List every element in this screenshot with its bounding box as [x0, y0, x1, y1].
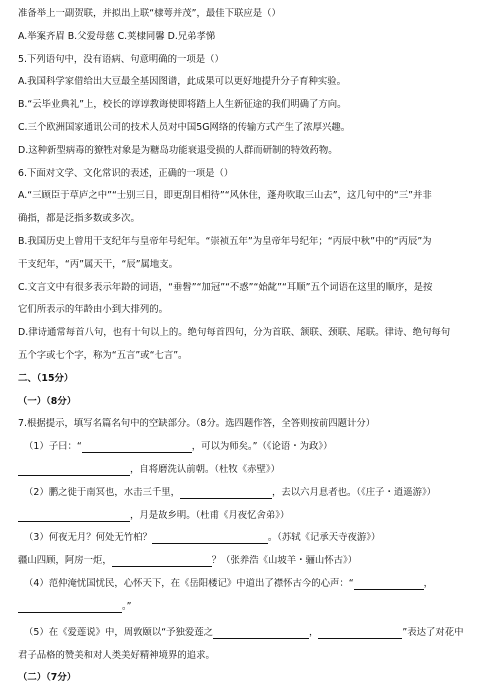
- q7-1-prefix: （1）子曰：“: [24, 441, 82, 453]
- text-line: A.我国科学家借给出大豆最全基因图谱，此成果可以更好地提升分子育种实验。: [18, 76, 346, 88]
- text-line: A.“三顾臣于草庐之中”“士别三日，即更刮目相待”“风休住，蓬舟吹取三山去”，这几句中的“三”并非: [18, 190, 432, 202]
- q7-item-3: [18, 532, 474, 544]
- q7-2-source: ，月是故乡明。（杜甫《月夜忆舍弟》）: [130, 509, 290, 521]
- answer-blank[interactable]: [18, 511, 130, 522]
- q7-3-suffix: 。（苏轼《记承天寺夜游》）: [267, 532, 381, 544]
- q7-2-suffix: ，去以六月息者也。（《庄子・逍遥游》）: [271, 486, 437, 498]
- q7-item-5: [18, 627, 474, 639]
- answer-blank[interactable]: [18, 602, 122, 613]
- answer-blank[interactable]: [112, 556, 212, 567]
- q7-4-comma: ，: [423, 577, 433, 589]
- answer-blank[interactable]: [152, 533, 268, 544]
- q7-3-prefix: （3）何夜无月？何处无竹柏？: [24, 532, 152, 544]
- question-7-intro: 7.根据提示，填写名篇名句中的空缺部分。（8分。选四题作答，全答则按前四题计分）: [18, 418, 376, 430]
- q7-3-prefix-2: 疆山四顾，阿房一炬，: [18, 555, 112, 567]
- q7-2-prefix: （2）鹏之徙于南冥也，水击三千里，: [24, 486, 180, 498]
- answer-blank[interactable]: [213, 628, 309, 639]
- answer-blank[interactable]: [180, 488, 272, 499]
- text-line: 6.下面对文学、文化常识的表述，正确的一项是（）: [18, 167, 234, 179]
- text-line: 准备举上一副贺联，并拟出上联“棣萼并茂”，最佳下联应是（）: [18, 8, 281, 19]
- q7-item-2-cont: [18, 510, 474, 522]
- text-line: D.这种新型病毒的獠牲对象是为糖岛功能衰退受损的人群而研制的特效药物。: [18, 144, 338, 156]
- q7-4-end: 。”: [122, 600, 132, 612]
- section-heading: 二、（15分）: [18, 372, 74, 384]
- subsection-heading: （一）（8分）: [18, 395, 77, 407]
- text-line: 确指，都是泛指多数或多次。: [18, 213, 140, 225]
- q7-item-1-cont: [18, 464, 474, 476]
- q7-5-comma: ，: [308, 626, 319, 638]
- text-line: C.三个欧洲国家通讯公司的技术人员对中国5G网络的传输方式产生了浓厚兴趣。: [18, 121, 351, 133]
- q7-4-prefix: （4）范仲淹忧国忧民，心怀天下，在《岳阳楼记》中道出了襟怀古今的心声：“: [24, 577, 354, 589]
- answer-blank[interactable]: [354, 579, 424, 590]
- text-line: 五个字或七个字，称为“五言”或“七言”。: [18, 349, 188, 361]
- text-line: A.举案齐眉 B.父爱母慈 C.荚棣同馨 D.兄弟孝悌: [18, 30, 216, 42]
- q7-item-4: [18, 578, 474, 590]
- text-line: B.“云毕业典礼”上，校长的谆谆教诲使即将踏上人生新征途的我们明确了方向。: [18, 99, 347, 111]
- q7-1-suffix: ，可以为师矣。”（《论语・为政》）: [191, 441, 333, 453]
- text-line: 5.下列语句中，没有语病、句意明确的一项是（）: [18, 53, 224, 65]
- text-line: B.我国历史上曾用干支纪年与皇帝年号纪年。“崇祯五年”为皇帝年号纪年；“丙辰中秋”中的“丙辰”为: [18, 235, 432, 247]
- subsection-heading: （二）（7分）: [18, 672, 77, 684]
- text-line: C.文言文中有很多表示年龄的词语，“垂髫”“加冠”“不惑”“始龀”“耳顺”五个词语在这里的顺序，是按: [18, 281, 433, 293]
- answer-blank[interactable]: [318, 628, 402, 639]
- q7-item-4-cont: [18, 601, 474, 613]
- q7-5-prefix: （5）在《爱莲说》中，周敦颐以“予独爱莲之: [24, 626, 213, 638]
- q7-3-source: ？（张养浩《山坡羊・骊山怀古》）: [211, 555, 358, 567]
- text-line: 干支纪年，“丙”属天干，“辰”属地支。: [18, 258, 179, 270]
- q7-item-5-cont: 君子品格的赞美和对人类美好精神境界的追求。: [18, 649, 215, 661]
- q7-1-source: ，自将磨洗认前朝。（杜牧《赤壁》）: [130, 463, 280, 475]
- answer-blank[interactable]: [18, 465, 130, 476]
- answer-blank[interactable]: [82, 442, 192, 453]
- q7-5-suffix: ”表达了对花中: [402, 626, 464, 638]
- q7-item-1: [18, 441, 474, 453]
- q7-item-2: [18, 487, 474, 499]
- text-line: 它们所表示的年龄由小到大排列的。: [18, 304, 169, 316]
- text-line: D.律诗通常每首八句，也有十句以上的。绝句每首四句，分为首联、颔联、颈联、尾联。律诗、绝句每句: [18, 327, 451, 339]
- q7-item-3-cont: [18, 555, 474, 567]
